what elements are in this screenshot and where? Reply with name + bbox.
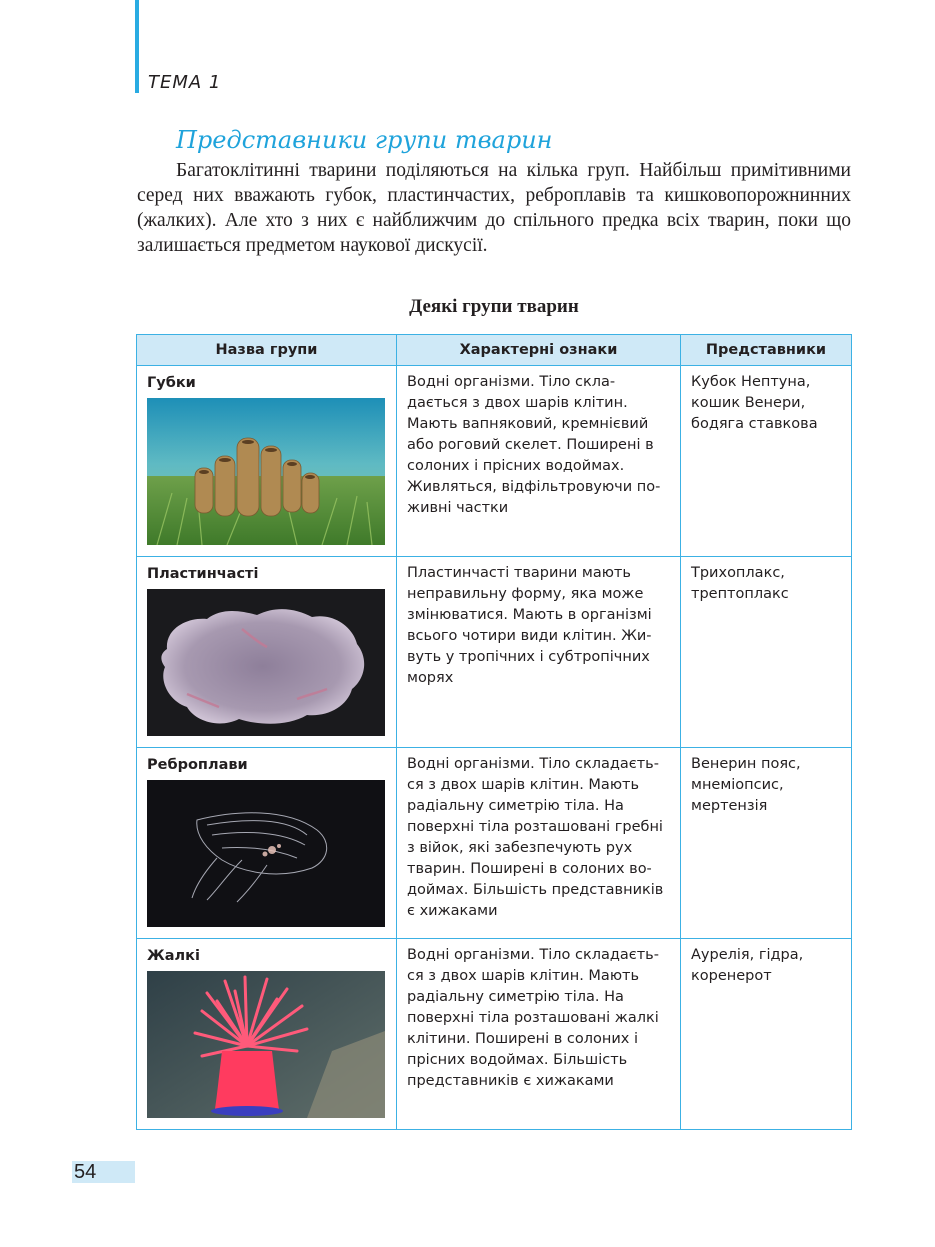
table-header-row <box>137 335 852 366</box>
chapter-label: ТЕМА 1 <box>148 72 222 93</box>
group-name: Жалкі <box>147 948 200 964</box>
table-row <box>137 748 852 939</box>
table-row <box>137 557 852 748</box>
placozoa-photo <box>147 589 385 736</box>
features-cell: Водні організми. Тіло складаєть-ся з двох шарів клітин. Мають радіальну симетрію тіла. На поверхні тіла розташовані жалкі клітини. Поширені в солоних і прісних водоймах. Більшість представників є хижаками <box>397 939 681 1130</box>
representatives-cell: Аурелія, гідра, коренерот <box>681 939 852 1130</box>
chapter-accent-bar <box>135 0 139 93</box>
group-cell <box>137 939 397 1130</box>
table-row <box>137 939 852 1130</box>
features-cell: Водні організми. Тіло складаєть-ся з двох шарів клітин. Мають радіальну симетрію тіла. На поверхні тіла розташовані гребні з війок, які забезпечують рух тварин. Поширені в солоних во-доймах. Більшість представників є хижаками <box>397 748 681 939</box>
representatives-cell: Трихоплакс, трептоплакс <box>681 557 852 748</box>
animal-groups-table <box>136 334 852 1130</box>
anemone-photo <box>147 971 385 1118</box>
group-cell <box>137 748 397 939</box>
group-name: Пластинчасті <box>147 566 259 582</box>
page-number: 54 <box>72 1161 135 1183</box>
sponges-photo <box>147 398 385 545</box>
table-caption: Деякі групи тварин <box>409 296 579 317</box>
group-name: Реброплави <box>147 757 248 773</box>
table-row <box>137 366 852 557</box>
group-cell <box>137 366 397 557</box>
header-representatives: Представники <box>681 335 852 366</box>
header-group-name: Назва групи <box>137 335 397 366</box>
header-features: Характерні ознаки <box>397 335 681 366</box>
features-cell: Водні організми. Тіло скла-дається з двох шарів клітин. Мають вапняковий, кремнієвий або роговий скелет. Поширені в солоних і прісних водоймах. Живляться, відфільтровуючи по-живні частки <box>397 366 681 557</box>
section-title: Представники групи тварин <box>176 126 553 154</box>
representatives-cell: Кубок Нептуна, кошик Венери, бодяга ставкова <box>681 366 852 557</box>
representatives-cell: Венерин пояс, мнеміопсис, мертензія <box>681 748 852 939</box>
ctenophore-photo <box>147 780 385 927</box>
features-cell: Пластинчасті тварини мають неправильну форму, яка може змінюватися. Мають в організмі всього чотири види клітин. Жи-вуть у тропічних і субтропічних морях <box>397 557 681 748</box>
group-cell <box>137 557 397 748</box>
intro-paragraph: Багатоклітинні тварини поділяються на кілька груп. Найбільш примітивними серед них вважають губок, пластинчастих, реброплавів та кишковопорожнинних (жалких). Але хто з них є найближчим до спільного предка всіх тварин, поки що залишається предметом наукової дискусії. <box>137 160 851 256</box>
group-name: Губки <box>147 375 196 391</box>
